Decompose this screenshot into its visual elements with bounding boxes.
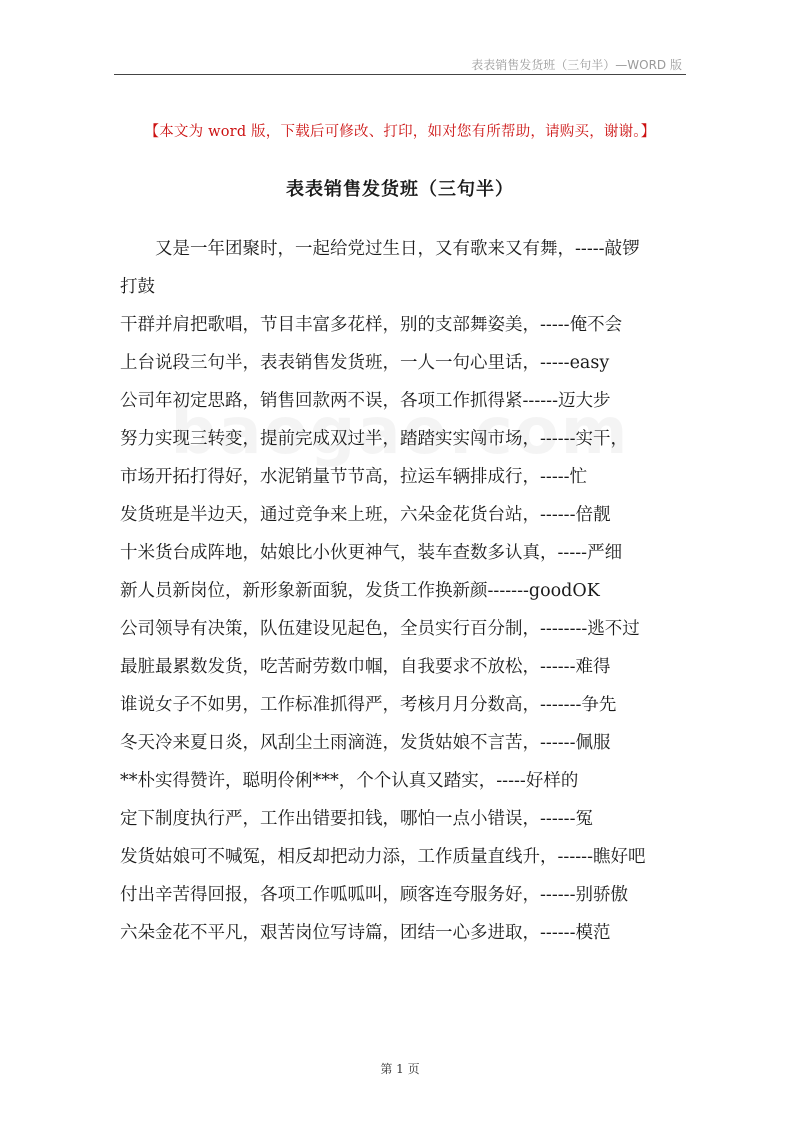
body-line: 冬天冷来夏日炎，风刮尘土雨滴涟，发货姑娘不言苦，------佩服 (120, 733, 611, 753)
body-line: 十米货台成阵地，姑娘比小伙更神气，装车查数多认真，-----严细 (120, 543, 623, 563)
body-line: 又是一年团聚时，一起给党过生日，又有歌来又有舞，-----敲锣 (155, 239, 640, 259)
document-title: 表表销售发货班（三句半） (286, 179, 514, 200)
body-line: 上台说段三句半，表表销售发货班，一人一句心里话，-----easy (120, 353, 610, 373)
body-line: 发货班是半边天，通过竞争来上班，六朵金花货台站，------倍靓 (120, 505, 611, 525)
document-body (120, 230, 690, 952)
body-line: 干群并肩把歌唱，节目丰富多花样，别的支部舞姿美，-----俺不会 (120, 315, 623, 335)
header-rule (114, 74, 686, 75)
body-line: 新人员新岗位，新形象新面貌，发货工作换新颜-------goodOK (120, 581, 600, 601)
body-line: 付出辛苦得回报，各项工作呱呱叫，顾客连夸服务好，------别骄傲 (120, 885, 628, 905)
body-line: 公司领导有决策，队伍建设见起色，全员实行百分制，--------逃不过 (120, 619, 640, 639)
page-number: 第 1 页 (380, 1062, 420, 1076)
body-line: 最脏最累数发货，吃苦耐劳数巾帼，自我要求不放松，------难得 (120, 657, 611, 677)
body-line: 公司年初定思路，销售回款两不误，各项工作抓得紧------迈大步 (120, 391, 611, 411)
body-line: 六朵金花不平凡，艰苦岗位写诗篇，团结一心多进取，------模范 (120, 923, 611, 943)
body-line: 发货姑娘可不喊冤，相反却把动力添，工作质量直线升，------瞧好吧 (120, 847, 646, 867)
body-line: 定下制度执行严，工作出错要扣钱，哪怕一点小错误，------冤 (120, 809, 593, 829)
body-line: 市场开拓打得好，水泥销量节节高，拉运车辆排成行，-----忙 (120, 467, 588, 487)
body-line: 打鼓 (120, 277, 155, 297)
header-title: 表表销售发货班（三句半）—WORD 版 (471, 58, 682, 72)
body-line: 努力实现三转变，提前完成双过半，踏踏实实闯市场，------实干， (120, 429, 628, 449)
body-line: **朴实得赞许，聪明伶俐***，个个认真又踏实，-----好样的 (120, 771, 579, 791)
body-line: 谁说女子不如男，工作标准抓得严，考核月月分数高，-------争先 (120, 695, 617, 715)
purchase-notice: 【本文为 word 版，下载后可修改、打印，如对您有所帮助，请购买，谢谢。】 (144, 124, 656, 140)
